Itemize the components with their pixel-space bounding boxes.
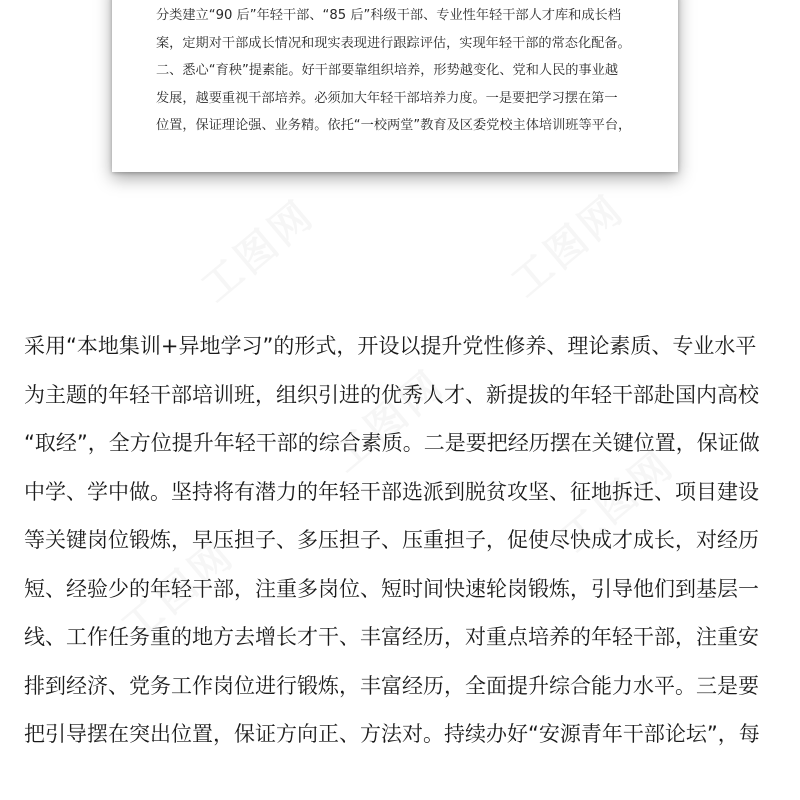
preview-paragraph [156,2,642,140]
watermark: 工图网 [502,186,634,307]
body-line: 等关键岗位锻炼，早压担子、多压担子、压重担子，促使尽快成才成长，对经历 [24,528,759,552]
watermark: 工图网 [322,361,454,482]
body-line: 排到经济、党务工作岗位进行锻炼，丰富经历，全面提升综合能力水平。三是要 [24,673,759,698]
watermark: 工图网 [552,441,684,562]
watermark: 工图网 [112,531,244,652]
body-line: 采用“本地集训+异地学习”的形式，开设以提升党性修养、理论素质、专业水平 [24,334,757,358]
watermark: 工图网 [192,191,324,312]
preview-line: 发展，越要重视干部培养。必须加大年轻干部培养力度。一是要把学习摆在第一 [156,90,618,106]
body-line: 中学、学中做。坚持将有潜力的年轻干部选派到脱贫攻坚、征地拆迁、项目建设 [24,479,759,504]
body-line: 为主题的年轻干部培训班，组织引进的优秀人才、新提拔的年轻干部赴国内高校 [24,382,759,407]
preview-line: 位置，保证理论强、业务精。依托“一校两堂”教育及区委党校主体培训班等平台， [156,118,632,133]
body-line: 线、工作任务重的地方去增长才干、丰富经历，对重点培养的年轻干部，注重安 [24,625,759,649]
preview-line: 二、悉心“育秧”提素能。好干部要靠组织培养，形势越变化、党和人民的事业越 [156,63,619,78]
body-line: 把引导摆在突出位置，保证方向正、方法对。持续办好“安源青年干部论坛”，每 [24,722,760,746]
body-line: 短、经验少的年轻干部，注重多岗位、短时间快速轮岗锻炼，引导他们到基层一 [24,576,759,601]
preview-line: 分类建立“90 后”年轻干部、“85 后”科级干部、专业性年轻干部人才库和成长档 [156,8,621,23]
document-preview-card [112,0,678,172]
body-line: “取经”，全方位提升年轻干部的综合素质。二是要把经历摆在关键位置，保证做 [24,431,760,455]
preview-line: 案，定期对干部成长情况和现实表现进行跟踪评估，实现年轻干部的常态化配备。 [156,35,631,51]
body-paragraph [24,322,784,759]
